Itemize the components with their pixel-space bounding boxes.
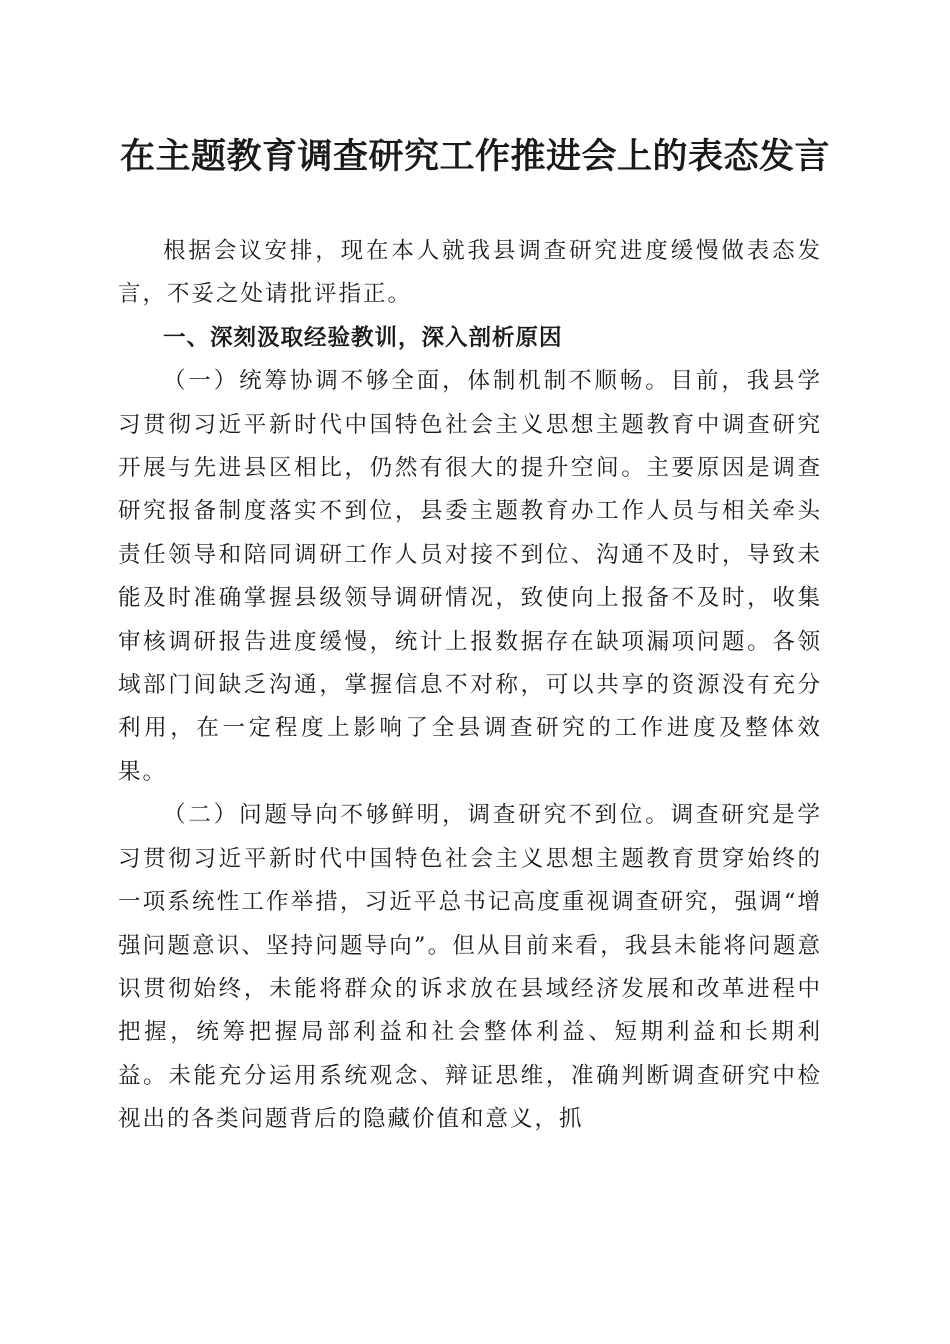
document-body — [118, 230, 822, 1142]
document-title: 在主题教育调查研究工作推进会上的表态发言 — [119, 136, 830, 177]
section-heading-1: 一、深刻汲取经验教训，深入剖析原因 — [163, 324, 563, 351]
body-paragraph-2: （二）问题导向不够鲜明，调查研究不到位。调查研究是学习贯彻习近平新时代中国特色社会主义思想主题教育贯穿始终的一项系统性工作举措，习近平总书记高度重视调查研究，强调“增强问题意识、坚持问题导向”。但从目前来看，我县未能将问题意识贯彻始终，未能将群众的诉求放在县域经济发展和改革进程中把握，统筹把握局部利益和社会整体利益、短期利益和长期利益。未能充分运用系统观念、辩证思维，准确判断调查研究中检视出的各类问题背后的隐藏价值和意义，抓 — [118, 802, 822, 1133]
body-paragraph-1: （一）统筹协调不够全面，体制机制不顺畅。目前，我县学习贯彻习近平新时代中国特色社会主义思想主题教育中调查研究开展与先进县区相比，仍然有很大的提升空间。主要原因是调查研究报备制度落实不到位，县委主题教育办工作人员与相关牵头责任领导和陪同调研工作人员对接不到位、沟通不及时，导致未能及时准确掌握县级领导调研情况，致使向上报备不及时，收集审核调研报告进度缓慢，统计上报数据存在缺项漏项问题。各领域部门间缺乏沟通，掌握信息不对称，可以共享的资源没有充分利用，在一定程度上影响了全县调查研究的工作进度及整体效果。 — [118, 368, 822, 785]
intro-paragraph: 根据会议安排，现在本人就我县调查研究进度缓慢做表态发言，不妥之处请批评指正。 — [118, 238, 822, 308]
